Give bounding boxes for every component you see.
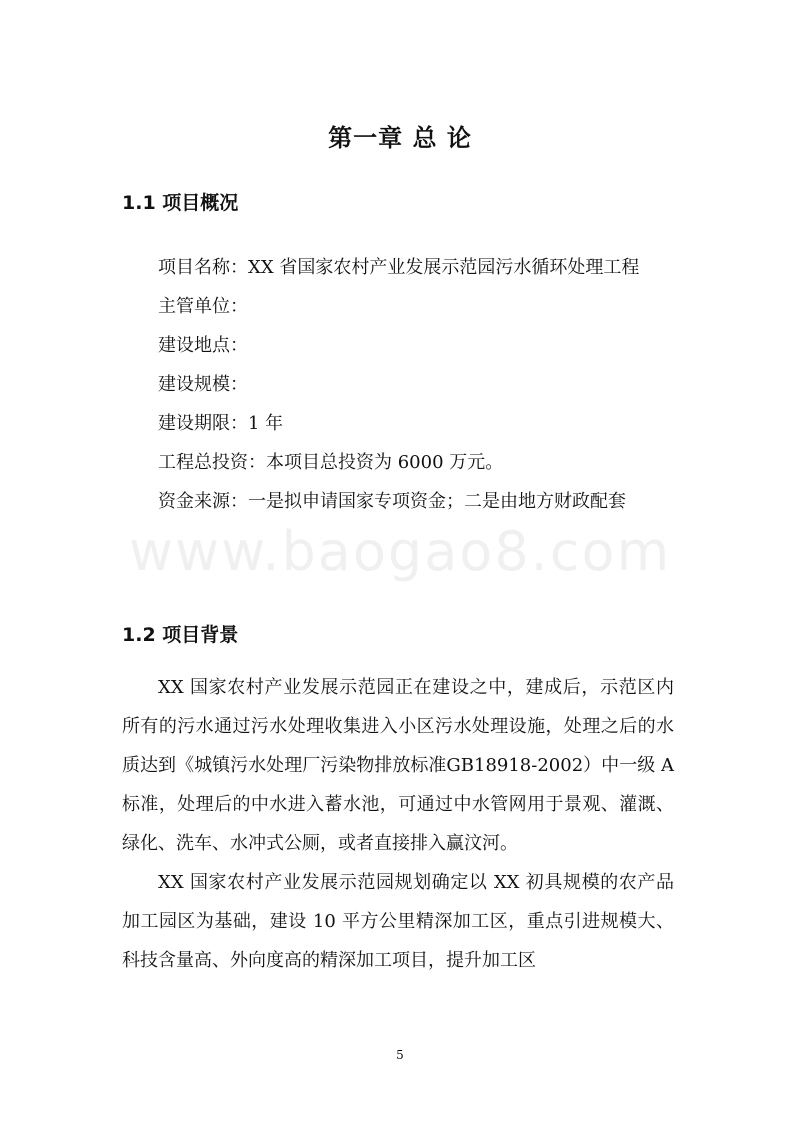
section-heading-background: 1.2 项目背景 <box>122 624 239 646</box>
project-overview-block <box>122 248 674 521</box>
location-line: 建设地点： <box>158 335 248 356</box>
section-heading-overview: 1.1 项目概况 <box>122 192 239 214</box>
project-name-line: 项目名称：XX 省国家农村产业发展示范园污水循环处理工程 <box>158 257 640 278</box>
funding-line: 资金来源：一是拟申请国家专项资金；二是由地方财政配套 <box>158 491 626 512</box>
watermark: www.baogao8.com <box>128 520 672 583</box>
scale-line: 建设规模： <box>158 374 248 395</box>
investment-line: 工程总投资：本项目总投资为 6000 万元。 <box>158 452 504 473</box>
authority-line: 主管单位： <box>158 296 248 317</box>
page-number: 5 <box>396 1048 404 1062</box>
background-paragraph-1: XX 国家农村产业发展示范园正在建设之中，建成后，示范区内所有的污水通过污水处理收集进入小区污水处理设施，处理之后的水质达到《城镇污水处理厂污染物排放标准GB18918-2002）中一级 A 标准，处理后的中水进入蓄水池，可通过中水管网用于景观、灌溉、绿化、洗车、水冲式公厕，或者直接排入赢汶河。 <box>122 677 674 854</box>
period-line: 建设期限：1 年 <box>158 413 284 434</box>
background-paragraph-2: XX 国家农村产业发展示范园规划确定以 XX 初具规模的农产品加工园区为基础，建设 10 平方公里精深加工区，重点引进规模大、科技含量高、外向度高的精深加工项目，提升加工区 <box>122 872 674 971</box>
project-background-block <box>122 668 674 980</box>
chapter-title: 第一章 总 论 <box>328 124 472 152</box>
